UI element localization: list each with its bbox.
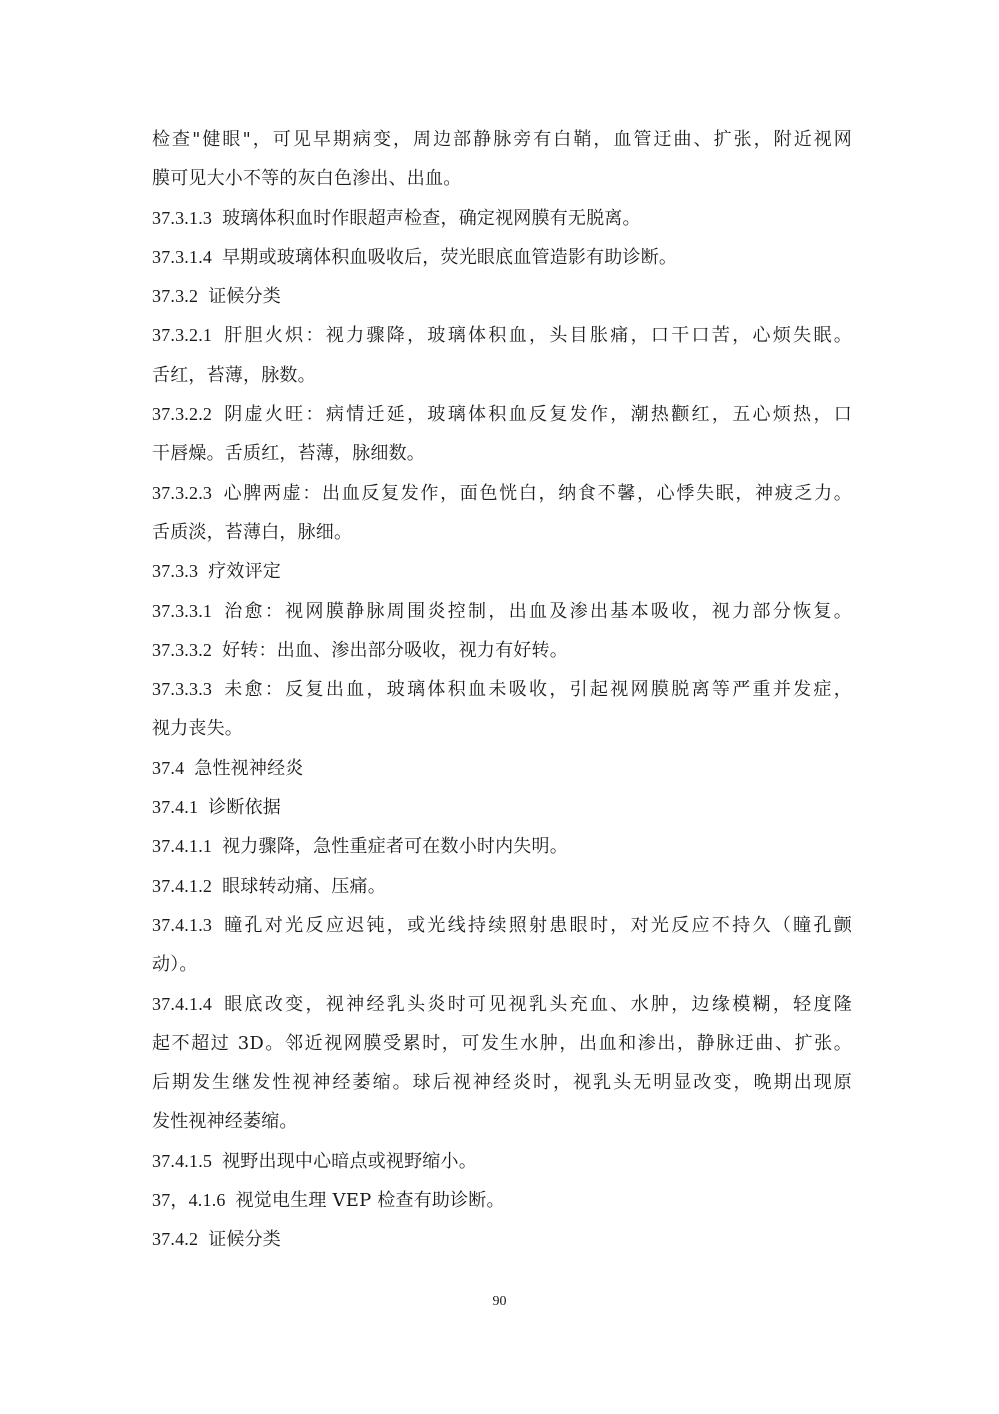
section-number: 37.4.1.2 (152, 875, 213, 896)
section-number: 37.3.1.3 (152, 207, 213, 228)
text-line: 舌质淡，苔薄白，脉细。 (152, 521, 353, 543)
section-number: 37.3.1.4 (152, 246, 213, 267)
section-line: 37.3.2.1 肝胆火炽：视力骤降，玻璃体积血，头目胀痛，口干口苦，心烦失眠。 (152, 325, 852, 347)
section-number: 37，4.1.6 (152, 1190, 226, 1211)
text-line: 检查"健眼"，可见早期病变，周边部静脉旁有白鞘，血管迂曲、扩张，附近视网 (152, 129, 852, 150)
section-heading: 37.3.3 疗效评定 (152, 561, 282, 583)
section-number: 37.3.2.1 (152, 325, 213, 346)
section-number: 37.4 (152, 757, 185, 778)
section-number: 37.4.1 (152, 797, 199, 818)
section-number: 37.3.3 (152, 561, 199, 582)
page-body (152, 120, 852, 1260)
section-line: 37.3.2.2 阴虚火旺：病情迁延，玻璃体积血反复发作，潮热颧红，五心烦热，口 (152, 404, 852, 426)
section-line: 37.3.2.3 心脾两虚：出血反复发作，面色恍白，纳食不馨，心悸失眠，神疲乏力。 (152, 482, 852, 504)
section-heading: 37.4 急性视神经炎 (152, 757, 304, 779)
text-line: 后期发生继发性视神经萎缩。球后视神经炎时，视乳头无明显改变，晚期出现原 (152, 1072, 852, 1094)
section-heading: 37.3.2 证候分类 (152, 286, 282, 308)
page-number: 90 (492, 1294, 507, 1309)
section-number: 37.3.3.3 (152, 679, 213, 700)
section-number: 37.4.1.5 (152, 1150, 213, 1171)
text-line: 视力丧失。 (152, 718, 243, 740)
section-line: 37.4.1.3 瞳孔对光反应迟钝，或光线持续照射患眼时，对光反应不持久（瞳孔颤 (152, 914, 852, 936)
text-line: 舌红，苔薄，脉数。 (152, 364, 316, 386)
section-number: 37.4.2 (152, 1229, 199, 1250)
section-heading: 37.4.1 诊断依据 (152, 797, 282, 819)
section-number: 37.3.2.2 (152, 404, 213, 425)
section-line: 37.4.1.1 视力骤降，急性重症者可在数小时内失明。 (152, 836, 568, 858)
text-line: 干唇燥。舌质红，苔薄，脉细数。 (152, 443, 425, 465)
section-line: 37.4.1.5 视野出现中心暗点或视野缩小。 (152, 1150, 477, 1172)
section-number: 37.4.1.4 (152, 993, 213, 1014)
section-line: 37.3.3.2 好转：出血、渗出部分吸收，视力有好转。 (152, 639, 568, 661)
section-number: 37.4.1.3 (152, 914, 213, 935)
section-line: 37.4.1.2 眼球转动痛、压痛。 (152, 875, 386, 897)
section-number: 37.3.2 (152, 286, 199, 307)
section-number: 37.3.3.2 (152, 639, 213, 660)
section-number: 37.3.3.1 (152, 600, 213, 621)
section-line: 37.3.1.3 玻璃体积血时作眼超声检查，确定视网膜有无脱离。 (152, 207, 641, 229)
text-line: 动）。 (152, 954, 198, 976)
section-line: 37.3.3.3 未愈：反复出血，玻璃体积血未吸收，引起视网膜脱离等严重并发症， (152, 679, 852, 701)
text-line: 膜可见大小不等的灰白色渗出、出血。 (152, 168, 462, 190)
section-line: 37.4.1.4 眼底改变，视神经乳头炎时可见视乳头充血、水肿，边缘模糊，轻度隆 (152, 993, 852, 1015)
section-line: 37.3.1.4 早期或玻璃体积血吸收后，荧光眼底血管造影有助诊断。 (152, 246, 678, 268)
section-heading: 37.4.2 证候分类 (152, 1229, 282, 1251)
section-number: 37.3.2.3 (152, 482, 213, 503)
text-line: 起不超过 3D。邻近视网膜受累时，可发生水肿，出血和渗出，静脉迂曲、扩张。 (152, 1032, 852, 1054)
section-line: 37.3.3.1 治愈：视网膜静脉周围炎控制，出血及渗出基本吸收，视力部分恢复。 (152, 600, 852, 622)
text-line: 发性视神经萎缩。 (152, 1111, 298, 1133)
section-number: 37.4.1.1 (152, 836, 213, 857)
section-line: 37，4.1.6 视觉电生理 VEP 检查有助诊断。 (152, 1190, 505, 1212)
